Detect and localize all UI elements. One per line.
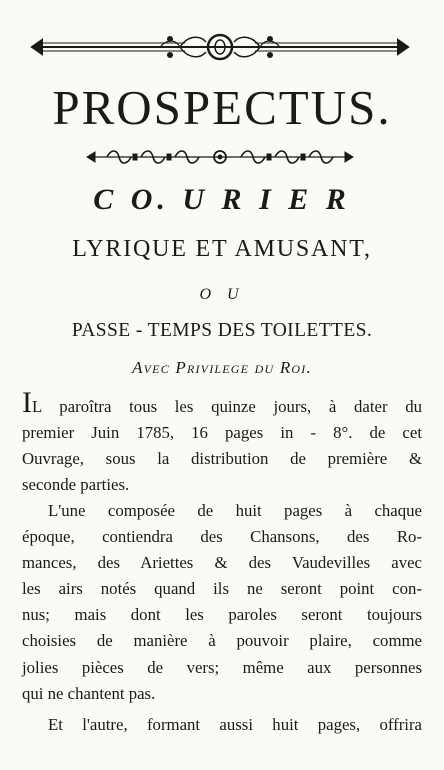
paragraph-2-line-8: qui ne chantent pas. [22,683,156,703]
paragraph-2-line-3: mances, des Ariettes & des Vaudevilles avec [22,553,422,573]
paragraph-3-line-1: Et l'autre, formant aussi huit pages, offrira [48,715,422,734]
paragraph-1-line-1 [22,386,422,420]
top-ornament-band [30,30,410,64]
paragraph-1-line-3: Ouvrage, sous la distribution de première & [22,449,422,469]
line-text: L paroîtra tous les quinze jours, à dater du [32,397,422,416]
paragraph-1-line-4: seconde parties. [22,475,130,495]
paragraph-2-line-4: les airs notés quand ils ne seront point con- [22,579,422,599]
paragraph-2-line-5: nus; mais dont les paroles seront toujours [22,605,422,625]
privilege-line: Avec Privilege du Roi. [132,358,312,377]
drop-cap: I [22,386,32,419]
heading-courier: C O. U R I E R [93,183,351,216]
paragraph-3 [22,712,422,738]
heading-lyrique: LYRIQUE ET AMUSANT, [72,236,372,262]
heading-passe-temps: PASSE - TEMPS DES TOILETTES. [71,320,373,341]
paragraph-2-line-1: L'une composée de huit pages à chaque [48,501,422,520]
paragraph-2-line-2: époque, contiendra des Chansons, des Ro- [22,527,422,547]
paragraph-1 [22,386,422,498]
paragraph-2-line-6: choisies de manière à pouvoir plaire, comme [22,631,422,651]
page-title: PROSPECTUS. [52,80,392,135]
paragraph-2 [22,498,422,707]
paragraph-2-line-7: jolies pièces de vers; même aux personnes [22,657,422,677]
paragraph-1-line-2: premier Juin 1785, 16 pages in - 8°. de cet [22,423,422,443]
heading-ou: O U [199,286,245,303]
middle-ornament-band [85,146,355,168]
